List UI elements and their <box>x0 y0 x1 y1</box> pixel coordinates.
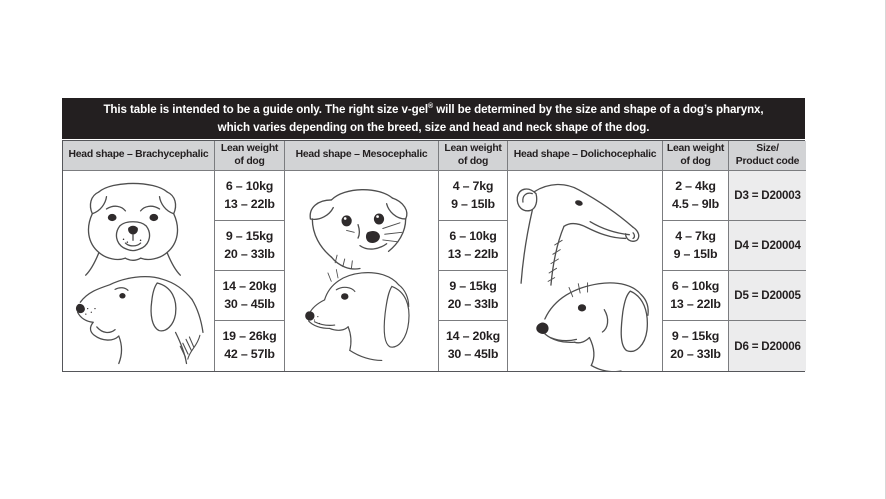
header-brachycephalic: Head shape – Brachycephalic <box>63 141 215 171</box>
disclaimer-line-1: This table is intended to be a guide only. The right size v-gel® will be determined by the size and shape of a dog’s pharynx, <box>103 103 764 117</box>
weight-cell-brachy-3: 14 – 20kg 30 – 45lb <box>215 271 285 321</box>
vgel-sizing-table <box>62 98 805 372</box>
header-dolichocephalic: Head shape – Dolichocephalic <box>508 141 663 171</box>
weight-cell-meso-1: 4 – 7kg 9 – 15lb <box>439 171 508 221</box>
weight-cell-brachy-1: 6 – 10kg 13 – 22lb <box>215 171 285 221</box>
weight-cell-meso-2: 6 – 10kg 13 – 22lb <box>439 221 508 271</box>
size-cell-d5: D5 = D20005 <box>729 271 806 321</box>
weight-cell-dolicho-4: 9 – 15kg 20 – 33lb <box>663 321 729 371</box>
weight-cell-meso-4: 14 – 20kg 30 – 45lb <box>439 321 508 371</box>
weight-cell-dolicho-3: 6 – 10kg 13 – 22lb <box>663 271 729 321</box>
weight-cell-dolicho-2: 4 – 7kg 9 – 15lb <box>663 221 729 271</box>
size-cell-d4: D4 = D20004 <box>729 221 806 271</box>
beagle-illustration <box>301 261 423 369</box>
disclaimer-line-2: which varies depending on the breed, size and head and neck shape of the dog. <box>217 120 650 134</box>
weight-cell-dolicho-1: 2 – 4kg 4.5 – 9lb <box>663 171 729 221</box>
mesocephalic-illustration-cell <box>285 171 439 371</box>
sizing-grid <box>62 140 805 372</box>
size-cell-d6: D6 = D20006 <box>729 321 806 371</box>
header-mesocephalic: Head shape – Mesocephalic <box>285 141 439 171</box>
header-lean-weight-2: Lean weight of dog <box>439 141 508 171</box>
registered-trademark-symbol: ® <box>428 103 434 111</box>
dachshund-illustration <box>530 267 660 371</box>
table-disclaimer-banner <box>62 98 805 139</box>
brachycephalic-illustration-cell <box>63 171 215 371</box>
header-size-product-code: Size/ Product code <box>729 141 806 171</box>
weight-cell-brachy-2: 9 – 15kg 20 – 33lb <box>215 221 285 271</box>
weight-cell-meso-3: 9 – 15kg 20 – 33lb <box>439 271 508 321</box>
dolichocephalic-illustration-cell <box>508 171 663 371</box>
header-lean-weight-1: Lean weight of dog <box>215 141 285 171</box>
weight-cell-brachy-4: 19 – 26kg 42 – 57lb <box>215 321 285 371</box>
header-lean-weight-3: Lean weight of dog <box>663 141 729 171</box>
size-cell-d3: D3 = D20003 <box>729 171 806 221</box>
